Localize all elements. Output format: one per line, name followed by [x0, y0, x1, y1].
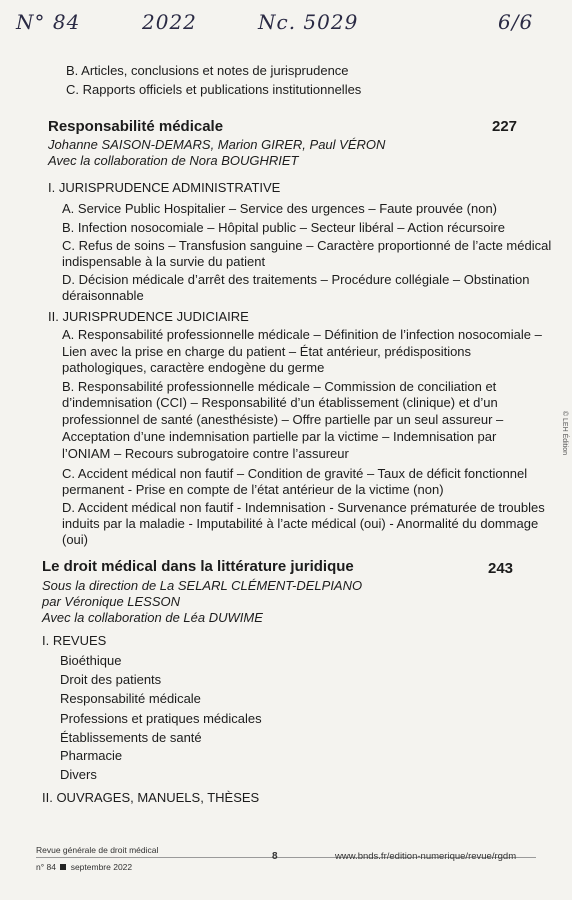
section-authors: par Véronique LESSON [42, 594, 181, 609]
section-director: Sous la direction de La SELARL CLÉMENT-DELPIANO [42, 578, 363, 593]
handwritten-reference: Nc. 5029 [258, 10, 359, 34]
list-item: Bioéthique [60, 653, 122, 668]
list-item: Divers [60, 767, 97, 782]
square-bullet-icon [60, 864, 66, 870]
toc-item-continued: d’indemnisation (CCI) – Responsabilité d’un établissement (clinique) et d’un [62, 395, 498, 410]
section-authors: Johanne SAISON-DEMARS, Marion GIRER, Paul VÉRON [48, 137, 386, 152]
footer-page-number: 8 [272, 851, 278, 862]
toc-item: A. Service Public Hospitalier – Service des urgences – Faute prouvée (non) [62, 201, 497, 216]
section-title-responsabilite: Responsabilité médicale [48, 118, 224, 135]
toc-item: C. Rapports officiels et publications institutionnelles [66, 82, 362, 97]
toc-item-continued: Acceptation d’une indemnisation partielle par la victime – Indemnisation par [62, 429, 497, 444]
toc-item-continued: professionnel de santé (anesthésiste) – Offre partielle par un seul assureur – [62, 412, 504, 427]
footer-url: www.bnds.fr/edition-numerique/revue/rgdm [335, 851, 517, 862]
toc-item-continued: Lien avec la prise en charge du patient – État antérieur, prédispositions [62, 344, 472, 359]
toc-item-continued: induits par la maladie - Imputabilité à l’acte médical (oui) - Anormalité du dommage [62, 516, 539, 531]
toc-item: C. Accident médical non fautif – Condition de gravité – Taux de déficit fonctionnel [62, 466, 528, 481]
toc-item: B. Responsabilité professionnelle médicale – Commission de conciliation et [62, 379, 497, 394]
section-collaboration: Avec la collaboration de Léa DUWIME [42, 610, 263, 625]
section-page-number: 227 [492, 118, 518, 135]
toc-item: D. Décision médicale d’arrêt des traitements – Procédure collégiale – Obstination [62, 272, 530, 287]
toc-item-continued: déraisonnable [62, 288, 144, 303]
toc-item: B. Articles, conclusions et notes de jurisprudence [66, 63, 349, 78]
list-item: Établissements de santé [60, 730, 202, 745]
list-item: Professions et pratiques médicales [60, 711, 262, 726]
toc-item-continued: l’ONIAM – Recours subrogatoire contre l’assureur [62, 446, 349, 461]
footer-issue-number: n° 84 [36, 862, 56, 872]
footer-issue-date: septembre 2022 [70, 862, 133, 872]
toc-item-continued: pathologiques, caractère endogène du germe [62, 360, 325, 375]
toc-item: C. Refus de soins – Transfusion sanguine – Caractère proportionné de l’acte médical [62, 238, 552, 253]
footer-journal-title: Revue générale de droit médical [36, 845, 159, 855]
footer-issue [36, 862, 132, 872]
toc-item-continued: indispensable à la survie du patient [62, 254, 266, 269]
handwritten-year: 2022 [142, 10, 197, 34]
subsection-heading: I. REVUES [42, 633, 107, 648]
list-item: Pharmacie [60, 748, 123, 763]
section-title-litterature: Le droit médical dans la littérature juridique [42, 558, 354, 575]
section-collaboration: Avec la collaboration de Nora BOUGHRIET [48, 153, 299, 168]
toc-item: D. Accident médical non fautif - Indemnisation - Survenance prématurée de troubles [62, 500, 545, 515]
toc-item-continued: (oui) [62, 532, 89, 547]
toc-item-continued: permanent - Prise en compte de l’état antérieur de la victime (non) [62, 482, 444, 497]
section-page-number: 243 [488, 560, 514, 577]
handwritten-page-count: 6/6 [498, 10, 534, 34]
publisher-copyright: © LEH Édition [561, 410, 568, 455]
subsection-heading: II. OUVRAGES, MANUELS, THÈSES [42, 790, 260, 805]
handwritten-issue-number: N° 84 [16, 10, 81, 34]
subsection-heading: II. JURISPRUDENCE JUDICIAIRE [48, 309, 249, 324]
toc-item: B. Infection nosocomiale – Hôpital public – Secteur libéral – Action récursoire [62, 220, 505, 235]
list-item: Responsabilité médicale [60, 691, 201, 706]
toc-item: A. Responsabilité professionnelle médicale – Définition de l’infection nosocomiale – [62, 327, 542, 342]
list-item: Droit des patients [60, 672, 162, 687]
subsection-heading: I. JURISPRUDENCE ADMINISTRATIVE [48, 180, 281, 195]
